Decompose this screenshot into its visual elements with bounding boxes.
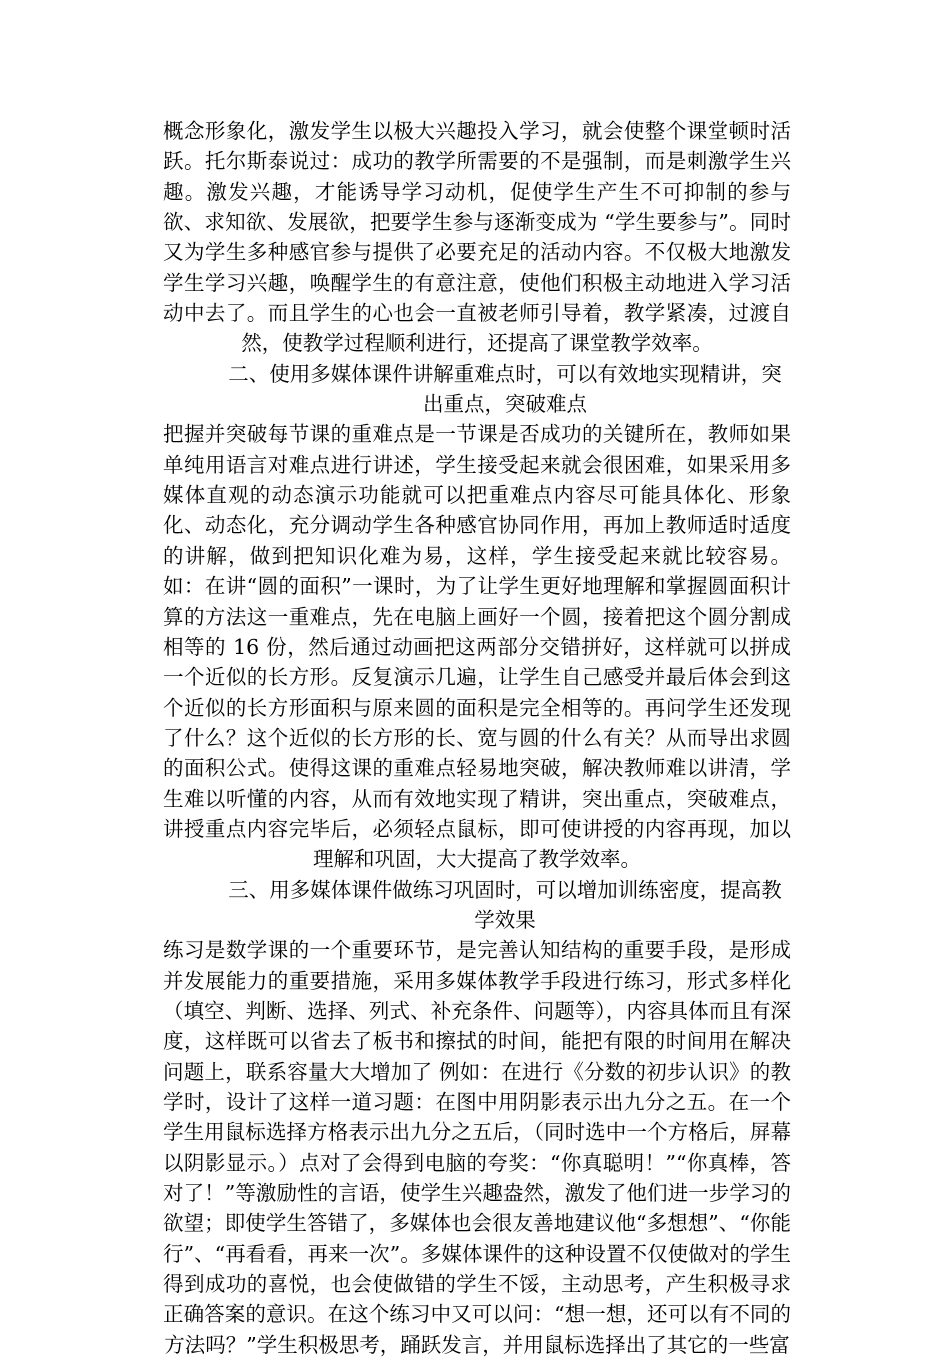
document-page bbox=[163, 116, 791, 1360]
paragraph-section-three: 练习是数学课的一个重要环节，是完善认知结构的重要手段，是形成并发展能力的重要措施，采用多媒体教学手段进行练习，形式多样化（填空、判断、选择、列式、补充条件、问题等），内容具体而且有深度，这样既可以省去了板书和擦拭的时间，能把有限的时间用在解决问题上，联系容量大大增加了 例如：在进行《分数的初步认识》的教学时，设计了这样一道习题：在图中用阴影表示出九分之五。在一个学生用鼠标选择方格表示出九分之五后，（同时选中一个方格后，屏幕以阴影显示。）点对了会得到电脑的夸奖：“你真聪明！”“你真棒，答对了！”等激励性的言语，使学生兴趣盎然，激发了他们进一步学习的欲望；即使学生答错了，多媒体也会很友善地建议他“多想想”、“你能行”、“再看看，再来一次”。多媒体课件的这种设置不仅使做对的学生得到成功的喜悦，也会使做错的学生不馁，主动思考，产生积极寻求正确答案的意识。在这个练习中又可以问：“想一想，还可以有不同的方法吗？”学生积极思考，踊跃发言，并用鼠标选择出了其它的一些富 bbox=[163, 938, 791, 1357]
section-heading-two: 二、使用多媒体课件讲解重难点时，可以有效地实现精讲，突出重点，突破难点 bbox=[228, 361, 782, 417]
paragraph-intro-continued: 概念形象化，激发学生以极大兴趣投入学习，就会使整个课堂顿时活跃。托尔斯泰说过：成功的教学所需要的不是强制，而是刺激学生兴趣。激发兴趣，才能诱导学习动机，促使学生产生不可抑制的参与欲、求知欲、发展欲，把要学生参与逐渐变成为 “学生要参与”。同时又为学生多种感官参与提供了必要充足的活动内容。不仅极大地激发学生学习兴趣，唤醒学生的有意注意，使他们积极主动地进入学习活动中去了。而且学生的心也会一直被老师引导着，教学紧凑，过渡自然，使教学过程顺利进行，还提高了课堂教学效率。 bbox=[163, 119, 791, 356]
paragraph-section-two: 把握并突破每节课的重难点是一节课是否成功的关键所在，教师如果单纯用语言对难点进行讲述，学生接受起来就会很困难，如果采用多媒体直观的动态演示功能就可以把重难点内容尽可能具体化、形象化、动态化，充分调动学生各种感官协同作用，再加上教师适时适度的讲解，做到把知识化难为易，这样，学生接受起来就比较容易。如：在讲“圆的面积”一课时，为了让学生更好地理解和掌握圆面积计算的方法这一重难点，先在电脑上画好一个圆，接着把这个圆分割成相等的 16 份，然后通过动画把这两部分交错拼好，这样就可以拼成一个近似的长方形。反复演示几遍，让学生自己感受并最后体会到这个近似的长方形面积与原来圆的面积是完全相等的。再问学生还发现了什么？这个近似的长方形的长、宽与圆的什么有关？从而导出求圆的面积公式。使得这课的重难点轻易地突破，解决教师难以讲清，学生难以听懂的内容，从而有效地实现了精讲，突出重点，突破难点，讲授重点内容完毕后，必须轻点鼠标，即可使讲授的内容再现，加以理解和巩固，大大提高了教学效率。 bbox=[163, 422, 791, 872]
section-heading-three: 三、用多媒体课件做练习巩固时，可以增加训练密度，提高教学效果 bbox=[228, 877, 782, 932]
